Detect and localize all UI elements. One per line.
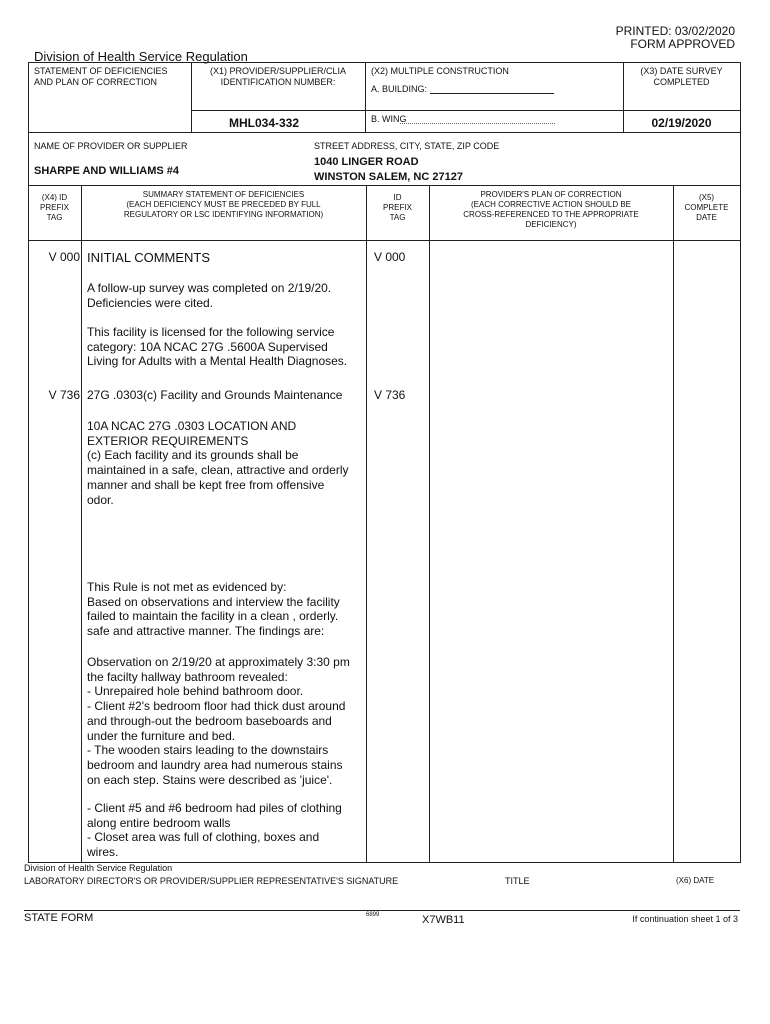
tag-left-v736: V 736 (48, 388, 80, 402)
paragraph-observation: Observation on 2/19/20 at approximately 3:30 pm the facilty hallway bathroom revealed: - Unrepaired hole behind bathroom door. - Client #2's bedroom floor had thick dust around and through-out the bedroom baseboards and under the furniture and bed. - The wooden stairs leading to the downstairs bedroom and laundry area had numerous stains on each step. Stains were described as 'juice'. (87, 655, 350, 787)
id-header: ID PREFIX TAG (383, 193, 412, 222)
paragraph-license: This facility is licensed for the following service category: 10A NCAC 27G .5600A Supervised Living for Adults with a Mental Health Diagnoses. (87, 325, 348, 369)
tag-right-v736: V 736 (374, 388, 406, 402)
building-label: A. BUILDING: (371, 84, 428, 94)
survey-date: 02/19/2020 (651, 116, 712, 130)
footer-division: Division of Health Service Regulation (24, 863, 173, 873)
tag-left-v000: V 000 (48, 250, 80, 264)
paragraph-rule-text: 10A NCAC 27G .0303 LOCATION AND EXTERIOR REQUIREMENTS (c) Each facility and its grounds shall be maintained in a safe, clean, attractive and orderly manner and shall be kept free from offensive odor. (87, 419, 349, 507)
title-label: TITLE (505, 876, 530, 886)
wing-label: B. WING (371, 114, 407, 124)
form-approved: FORM APPROVED (630, 37, 735, 51)
x4-header: (X4) ID PREFIX TAG (40, 193, 69, 222)
division-title: Division of Health Service Regulation (34, 49, 248, 64)
tag-right-v000: V 000 (374, 250, 406, 264)
rule-title: 27G .0303(c) Facility and Grounds Maintenance (87, 388, 343, 402)
provider-label: NAME OF PROVIDER OR SUPPLIER (34, 141, 188, 151)
event-id: X7WB11 (422, 914, 465, 926)
summary-header: SUMMARY STATEMENT OF DEFICIENCIES (EACH DEFICIENCY MUST BE PRECEDED BY FULL REGULATORY OR LSC IDENTIFYING INFORMATION) (123, 190, 324, 219)
address-label: STREET ADDRESS, CITY, STATE, ZIP CODE (314, 141, 500, 151)
wing-field[interactable] (400, 123, 555, 124)
x3-label: (X3) DATE SURVEY COMPLETED (640, 66, 723, 87)
plan-header: PROVIDER'S PLAN OF CORRECTION (EACH CORRECTIVE ACTION SHOULD BE CROSS-REFERENCED TO THE APPROPRIATE DEFICIENCY) (463, 190, 639, 229)
address-line2: WINSTON SALEM, NC 27127 (314, 171, 463, 183)
x2-label: (X2) MULTIPLE CONSTRUCTION (371, 66, 509, 76)
paragraph-not-met: This Rule is not met as evidenced by: Based on observations and interview the facility failed to maintain the facility in a clean , orderly. safe and attractive manner. The findings are: (87, 580, 340, 639)
initial-comments-heading: INITIAL COMMENTS (87, 250, 211, 265)
signature-label: LABORATORY DIRECTOR'S OR PROVIDER/SUPPLIER REPRESENTATIVE'S SIGNATURE (24, 876, 399, 886)
provider-id: MHL034-332 (228, 116, 300, 130)
building-field[interactable] (430, 93, 554, 94)
x1-label: (X1) PROVIDER/SUPPLIER/CLIA IDENTIFICATION NUMBER: (209, 66, 347, 87)
printed-date: PRINTED: 03/02/2020 (615, 24, 735, 38)
statement-label: STATEMENT OF DEFICIENCIES AND PLAN OF CORRECTION (34, 66, 168, 87)
x5-header: (X5) COMPLETE DATE (684, 193, 729, 222)
paragraph-clients: - Client #5 and #6 bedroom had piles of clothing along entire bedroom walls - Closet area was full of clothing, boxes and wires. (87, 801, 342, 860)
paragraph-followup: A follow-up survey was completed on 2/19/20. Deficiencies were cited. (87, 281, 332, 310)
form-number: 6899 (366, 912, 380, 918)
provider-name: SHARPE AND WILLIAMS #4 (34, 165, 180, 177)
x6-date-label: (X6) DATE (676, 876, 715, 885)
continuation-sheet: If continuation sheet 1 of 3 (632, 914, 738, 924)
state-form: STATE FORM (24, 912, 94, 924)
address-line1: 1040 LINGER ROAD (314, 156, 419, 168)
